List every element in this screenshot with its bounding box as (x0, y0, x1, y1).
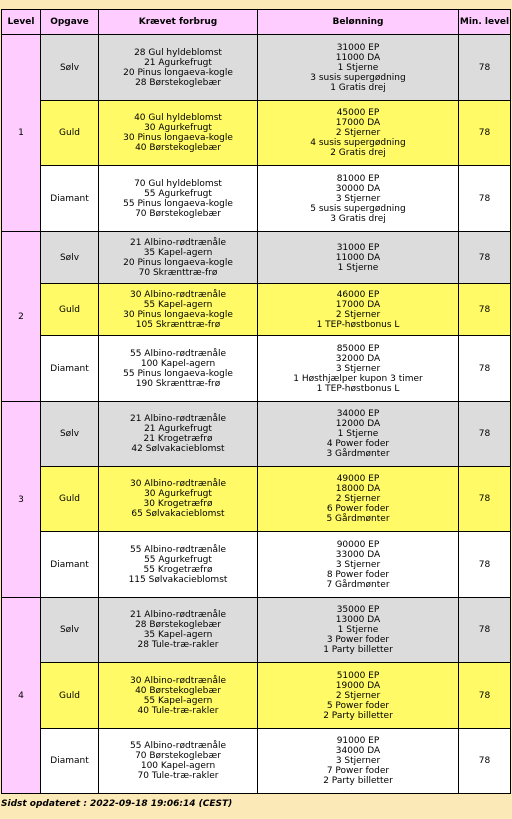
reward-line: 5 Gårdmønter (326, 514, 390, 524)
requirement-line: 55 Kapel-agern (143, 695, 213, 706)
requirement-line: 35 Kapel-agern (143, 247, 213, 258)
reward-line: 2 Stjerner (335, 128, 381, 138)
reward-cell (258, 101, 459, 166)
reward-line: 3 Stjerner (335, 756, 381, 766)
table-row (2, 166, 511, 232)
header-reward: Belønning (258, 10, 459, 35)
reward-line: 34000 DA (335, 746, 381, 756)
quest-table (1, 9, 511, 794)
reward-line: 2 Party billetter (323, 776, 393, 786)
min-level-cell: 78 (459, 598, 511, 663)
reward-line: 45000 EP (336, 108, 380, 118)
reward-line: 1 TEP-høstbonus L (316, 383, 400, 394)
requirement-line: 70 Gul hyldeblomst (134, 178, 222, 189)
reward-line: 18000 DA (335, 484, 381, 494)
requirement-line: 21 Albino-rødtrænåle (129, 414, 227, 424)
quest-table-body (2, 35, 511, 794)
reward-line: 17000 DA (335, 299, 381, 310)
requirement-line: 55 Pinus longaeva-kogle (123, 198, 233, 209)
requirement-line: 20 Pinus longaeva-kogle (123, 67, 233, 78)
reward-line: 11000 DA (335, 52, 381, 63)
task-cell: Sølv (41, 232, 99, 284)
reward-line: 19000 DA (335, 680, 381, 691)
reward-line: 1 Stjerne (337, 62, 379, 73)
requirement-line: 21 Albino-rødtrænåle (129, 610, 227, 620)
reward-line: 46000 EP (336, 289, 380, 300)
reward-line: 3 Stjerner (335, 559, 381, 570)
reward-line: 34000 EP (336, 409, 380, 419)
reward-line: 5 susis supergødning (310, 203, 406, 214)
header-requirement: Krævet forbrug (99, 10, 258, 35)
reward-line: 5 Power foder (326, 700, 390, 711)
requirement-line: 28 Tule-træ-rakler (137, 640, 219, 650)
requirement-line: 55 Agurkefrugt (144, 554, 212, 565)
reward-cell (258, 284, 459, 336)
reward-cell (258, 598, 459, 663)
reward-line: 31000 EP (336, 42, 380, 53)
level-cell: 2 (2, 232, 41, 402)
requirement-line: 30 Pinus longaeva-kogle (123, 309, 233, 320)
reward-line: 2 Stjerner (335, 309, 381, 320)
requirement-cell (99, 284, 258, 336)
requirement-cell (99, 336, 258, 402)
header-task: Opgave (41, 10, 99, 35)
reward-line: 7 Power foder (326, 766, 390, 776)
requirement-line: 40 Gul hyldeblomst (134, 113, 222, 123)
task-cell: Diamant (41, 166, 99, 232)
table-row (2, 101, 511, 166)
table-row (2, 729, 511, 794)
task-cell: Diamant (41, 729, 99, 794)
task-cell: Guld (41, 101, 99, 166)
requirement-cell (99, 729, 258, 794)
table-row (2, 402, 511, 467)
table-row (2, 336, 511, 402)
min-level-cell: 78 (459, 663, 511, 729)
requirement-cell (99, 232, 258, 284)
reward-line: 30000 DA (335, 183, 381, 194)
task-cell: Guld (41, 663, 99, 729)
reward-line: 2 Party billetter (323, 710, 393, 721)
task-cell: Diamant (41, 336, 99, 402)
table-row (2, 598, 511, 663)
requirement-line: 40 Børstekoglebær (135, 143, 221, 153)
reward-line: 1 Stjerne (337, 625, 379, 635)
requirement-line: 40 Tule-træ-rakler (137, 705, 219, 716)
reward-line: 7 Gårdmønter (326, 579, 390, 590)
requirement-line: 30 Albino-rødtrænåle (129, 289, 227, 300)
table-row (2, 663, 511, 729)
requirement-cell (99, 663, 258, 729)
min-level-cell: 78 (459, 284, 511, 336)
task-cell: Sølv (41, 402, 99, 467)
requirement-line: 55 Kapel-agern (143, 299, 213, 310)
reward-line: 1 Party billetter (323, 645, 393, 655)
requirement-cell (99, 402, 258, 467)
requirement-line: 42 Sølvakacieblomst (131, 444, 225, 454)
min-level-cell: 78 (459, 467, 511, 532)
reward-line: 3 Gratis drej (330, 213, 386, 224)
reward-line: 51000 EP (336, 670, 380, 681)
table-row (2, 284, 511, 336)
reward-line: 81000 EP (336, 173, 380, 184)
reward-line: 31000 EP (336, 242, 380, 253)
requirement-line: 28 Gul hyldeblomst (134, 47, 222, 58)
requirement-line: 70 Børstekoglebær (135, 208, 221, 219)
requirement-line: 100 Kapel-agern (140, 358, 216, 369)
reward-line: 8 Power foder (326, 569, 390, 580)
table-row (2, 467, 511, 532)
reward-line: 85000 EP (336, 343, 380, 354)
reward-line: 1 Høsthjælper kupon 3 timer (293, 373, 423, 384)
task-cell: Guld (41, 284, 99, 336)
requirement-cell (99, 467, 258, 532)
min-level-cell: 78 (459, 336, 511, 402)
reward-line: 3 susis supergødning (310, 72, 406, 83)
reward-line: 49000 EP (336, 474, 380, 484)
reward-line: 32000 DA (335, 353, 381, 364)
task-cell: Sølv (41, 598, 99, 663)
level-cell: 3 (2, 402, 41, 598)
requirement-line: 35 Kapel-agern (143, 630, 213, 640)
requirement-line: 55 Agurkefrugt (144, 188, 212, 199)
requirement-line: 55 Pinus longaeva-kogle (123, 368, 233, 379)
min-level-cell: 78 (459, 729, 511, 794)
reward-line: 3 Stjerner (335, 363, 381, 374)
reward-line: 33000 DA (335, 549, 381, 560)
reward-line: 6 Power foder (326, 504, 390, 514)
requirement-line: 55 Albino-rødtrænåle (129, 348, 227, 359)
min-level-cell: 78 (459, 232, 511, 284)
requirement-line: 55 Albino-rødtrænåle (129, 741, 227, 751)
reward-line: 2 Stjerner (335, 690, 381, 701)
header-level: Level (2, 10, 41, 35)
requirement-line: 30 Pinus longaeva-kogle (123, 133, 233, 143)
reward-line: 90000 EP (336, 539, 380, 550)
task-cell: Sølv (41, 35, 99, 101)
reward-cell (258, 35, 459, 101)
table-row (2, 532, 511, 598)
reward-line: 3 Stjerner (335, 193, 381, 204)
reward-line: 13000 DA (335, 615, 381, 625)
reward-line: 1 Gratis drej (330, 82, 386, 93)
reward-cell (258, 663, 459, 729)
requirement-line: 30 Albino-rødtrænåle (129, 479, 227, 489)
reward-line: 2 Gratis drej (330, 148, 386, 158)
reward-cell (258, 532, 459, 598)
requirement-line: 21 Agurkefrugt (144, 57, 212, 68)
requirement-line: 70 Tule-træ-rakler (137, 771, 219, 781)
min-level-cell: 78 (459, 101, 511, 166)
requirement-line: 55 Krogetræfrø (143, 564, 213, 575)
task-cell: Diamant (41, 532, 99, 598)
requirement-cell (99, 101, 258, 166)
reward-line: 12000 DA (335, 419, 381, 429)
level-cell: 1 (2, 35, 41, 232)
reward-line: 1 TEP-høstbonus L (316, 319, 400, 330)
requirement-line: 30 Agurkefrugt (144, 489, 212, 499)
requirement-cell (99, 532, 258, 598)
reward-line: 91000 EP (336, 736, 380, 746)
reward-line: 1 Stjerne (337, 262, 379, 273)
requirement-line: 105 Skrænttræ-frø (135, 319, 221, 330)
requirement-line: 21 Krogetræfrø (143, 434, 213, 444)
header-row (2, 10, 511, 35)
requirement-cell (99, 166, 258, 232)
min-level-cell: 78 (459, 35, 511, 101)
requirement-line: 70 Børstekoglebær (135, 751, 221, 761)
reward-line: 2 Stjerner (335, 494, 381, 504)
reward-line: 35000 EP (336, 605, 380, 615)
table-row (2, 232, 511, 284)
requirement-line: 65 Sølvakacieblomst (131, 509, 225, 519)
reward-cell (258, 166, 459, 232)
reward-cell (258, 402, 459, 467)
requirement-cell (99, 35, 258, 101)
last-updated: Sidst opdateret : 2022-09-18 19:06:14 (CEST) (1, 799, 233, 809)
requirement-line: 28 Børstekoglebær (135, 620, 221, 630)
requirement-line: 21 Albino-rødtrænåle (129, 237, 227, 248)
reward-cell (258, 467, 459, 532)
requirement-line: 100 Kapel-agern (140, 761, 216, 771)
level-cell: 4 (2, 598, 41, 794)
requirement-line: 21 Agurkefrugt (144, 424, 212, 434)
requirement-cell (99, 598, 258, 663)
requirement-line: 115 Sølvakacieblomst (128, 574, 228, 585)
requirement-line: 70 Skrænttræ-frø (138, 267, 218, 278)
requirement-line: 190 Skrænttræ-frø (135, 378, 221, 389)
reward-line: 4 susis supergødning (310, 138, 406, 148)
reward-line: 11000 DA (335, 252, 381, 263)
requirement-line: 40 Børstekoglebær (135, 685, 221, 696)
reward-line: 17000 DA (335, 118, 381, 128)
header-min-level: Min. level (459, 10, 511, 35)
reward-line: 3 Power foder (326, 635, 390, 645)
min-level-cell: 78 (459, 166, 511, 232)
table-row (2, 35, 511, 101)
requirement-line: 28 Børstekoglebær (135, 77, 221, 88)
requirement-line: 55 Albino-rødtrænåle (129, 544, 227, 555)
reward-line: 1 Stjerne (337, 429, 379, 439)
reward-line: 4 Power foder (326, 439, 390, 449)
task-cell: Guld (41, 467, 99, 532)
reward-cell (258, 729, 459, 794)
min-level-cell: 78 (459, 402, 511, 467)
requirement-line: 20 Pinus longaeva-kogle (123, 257, 233, 268)
requirement-line: 30 Krogetræfrø (143, 499, 213, 509)
reward-line: 3 Gårdmønter (326, 449, 390, 459)
min-level-cell: 78 (459, 532, 511, 598)
reward-cell (258, 232, 459, 284)
reward-cell (258, 336, 459, 402)
requirement-line: 30 Agurkefrugt (144, 123, 212, 133)
requirement-line: 30 Albino-rødtrænåle (129, 675, 227, 686)
